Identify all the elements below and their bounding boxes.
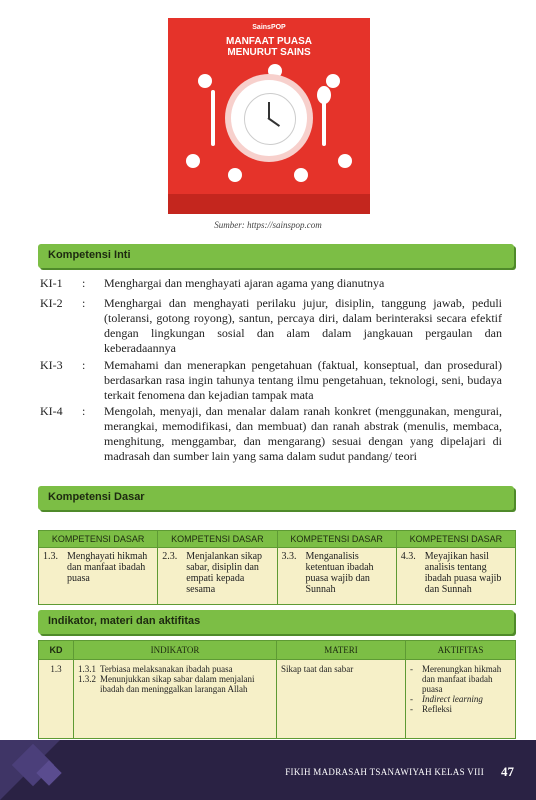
ki-text: Menghargai dan menghayati ajaran agama yang dianutnya [104,276,385,290]
stomach-icon [268,64,282,78]
ki-colon: : [82,358,86,372]
kd-header: KOMPETENSI DASAR [158,531,277,548]
kd-number: 4.3. [400,551,416,562]
aktifitas-dash: - [410,664,413,674]
indikator-text: Menunjukkan sikap sabar dalam menjalani ibadah dan meninggalkan larangan Allah [100,674,255,694]
aktifitas-dash: - [410,704,413,714]
fork-icon [211,90,215,146]
indikator-cell [74,660,277,739]
aktifitas-dash: - [410,694,413,704]
indikator-item [78,674,272,694]
section-header-ki [38,244,514,268]
kd-text: Meyajikan hasil analisis tentang ibadah puasa wajib dan Sunnah [424,551,502,595]
kd-header: KOMPETENSI DASAR [277,531,396,548]
aktifitas-text: Refleksi [422,704,452,714]
poster-footer-bar [168,194,370,214]
kd-cell [158,548,277,605]
materi-cell: Sikap taat dan sabar [277,660,406,739]
poster-title [168,36,370,58]
indikator-header-row [39,641,516,660]
ki-code: KI-4 [40,404,63,418]
indikator-table [38,640,516,739]
aktifitas-item [410,694,511,704]
ki-code: KI-2 [40,296,63,310]
section-title-ki: Kompetensi Inti [48,249,131,261]
section-header-kd [38,486,514,510]
kd-cell [39,548,158,605]
page-footer [0,740,536,800]
body-icon [228,168,242,182]
kd-cell [396,548,515,605]
spoon-icon [322,90,326,146]
kd-value: 1.3 [39,660,74,739]
indikator-column-header: INDIKATOR [74,641,277,660]
indikator-item [78,664,272,674]
kd-number: 2.3. [162,551,178,562]
aktifitas-text: Indirect learning [422,694,483,704]
kd-cell [277,548,396,605]
kd-text: Menjalankan sikap sabar, disiplin dan empati kepada sesama [186,551,263,595]
liver-icon [294,168,308,182]
indikator-number: 1.3.2 [78,674,96,684]
poster-title-line1: MANFAAT PUASA [226,36,312,47]
ki-text: Memahami dan menerapkan pengetahuan (faktual, konseptual, dan prosedural) berdasarkan rasa ingin tahunya tentang ilmu pengetahuan, teknologi, seni, budaya terkait fenomena dan kejadian tampak mata [104,358,502,402]
poster-brand: SainsPOP [252,24,286,31]
ki-code: KI-1 [40,276,63,290]
table-row [39,548,516,605]
kd-text: Menganalisis ketentuan ibadah puasa wajib dan Sunnah [305,551,374,595]
book-title: FIKIH MADRASAH TSANAWIYAH KELAS VIII [285,767,484,777]
image-source-caption: Sumber: https://sainspop.com [214,220,322,230]
aktifitas-item [410,704,511,714]
kd-table [38,530,516,605]
aktifitas-column-header: AKTIFITAS [406,641,516,660]
ki-colon: : [82,276,86,290]
brain-icon [198,74,212,88]
materi-column-header: MATERI [277,641,406,660]
cell-icon [186,154,200,168]
indikator-text: Terbiasa melaksanakan ibadah puasa [100,664,233,674]
section-title-indikator: Indikator, materi dan aktifitas [48,615,201,627]
section-title-kd: Kompetensi Dasar [48,491,145,503]
aktifitas-item [410,664,511,694]
page-number: 47 [501,764,514,779]
heart-icon [326,74,340,88]
ki-colon: : [82,404,86,418]
kd-header: KOMPETENSI DASAR [396,531,515,548]
kd-number: 3.3. [281,551,297,562]
ki-text: Mengolah, menyaji, dan menalar dalam ranah konkret (menggunakan, mengurai, merangkai, memodifikasi, dan membuat) dan ranah abstrak (menulis, membaca, menghitung, menggambar, dan mengarang) sesuai dengan yang dipelajari di madrasah dan sumber lain yang sama dalam sudut pandang/ teori [104,404,502,463]
poster-title-line2: MENURUT SAINS [227,47,311,58]
kd-number: 1.3. [43,551,58,562]
ki-colon: : [82,296,86,310]
kd-text: Menghayati hikmah dan manfaat ibadah puasa [67,551,148,584]
ki-code: KI-3 [40,358,63,372]
kd-column-header: KD [39,641,74,660]
section-header-indikator [38,610,514,634]
table-row [39,660,516,739]
indikator-number: 1.3.1 [78,664,96,674]
kd-header-row [39,531,516,548]
aktifitas-text: Merenungkan hikmah dan manfaat ibadah puasa [422,664,502,694]
pill-icon [338,154,352,168]
aktifitas-cell [406,660,516,739]
infographic-image [168,18,370,214]
ki-text: Menghargai dan menghayati perilaku jujur, disiplin, tanggung jawab, peduli (toleransi, gotong royong), santun, percaya diri, dalam berinteraksi secara efektif dengan lingkungan sosial dan alam dalam jangkauan pergaulan dan keberadaannya [104,296,502,355]
kd-header: KOMPETENSI DASAR [39,531,158,548]
